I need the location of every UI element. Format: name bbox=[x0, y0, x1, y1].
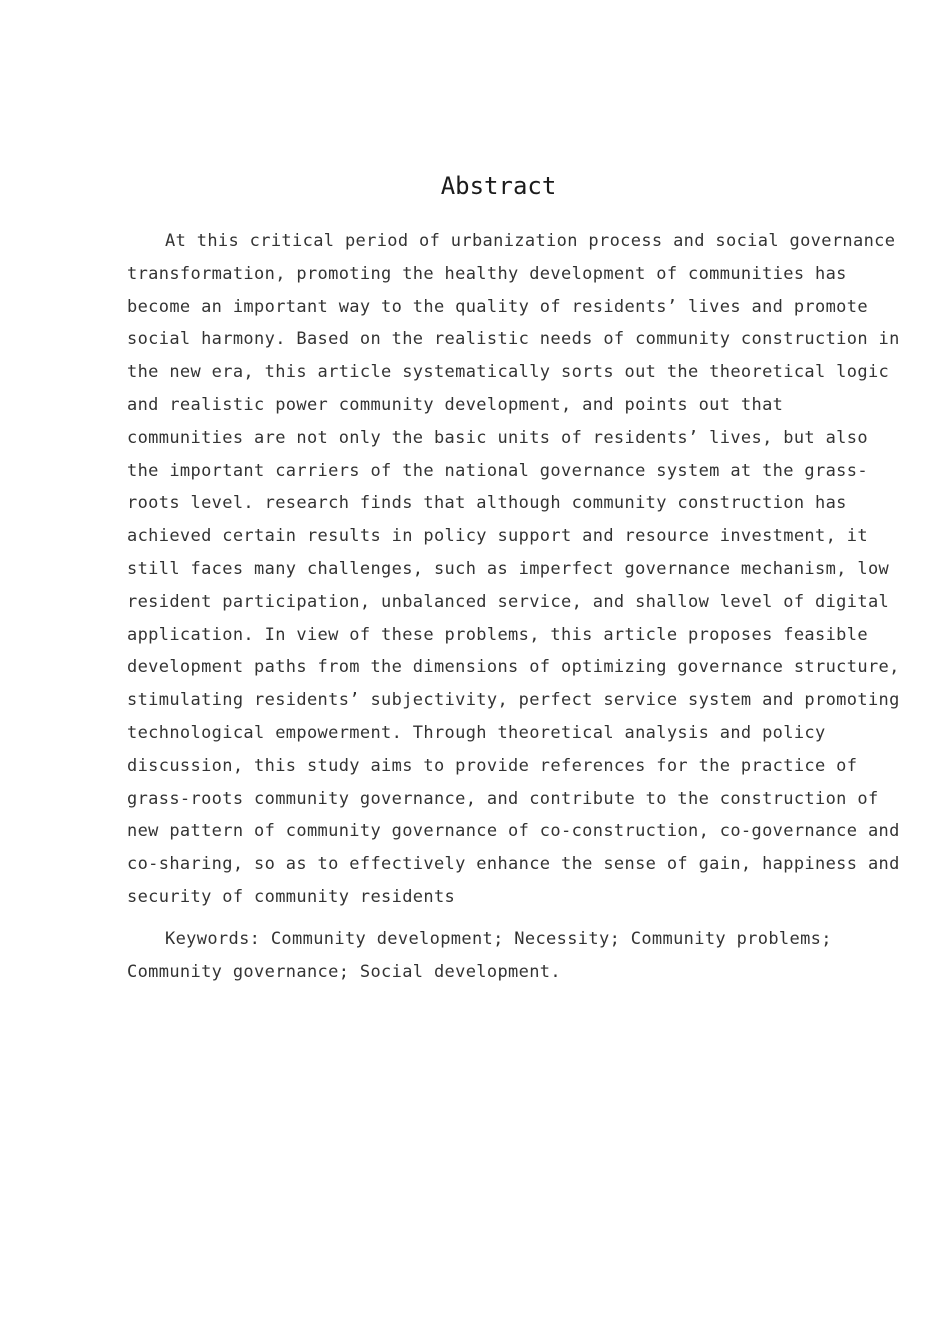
abstract-line: security of community residents bbox=[127, 886, 456, 907]
keywords-line: Keywords: Community development; Necessity; Community problems; bbox=[165, 929, 832, 949]
abstract-line: resident participation, unbalanced service, and shallow level of digital bbox=[127, 591, 890, 612]
abstract-line: technological empowerment. Through theoretical analysis and policy bbox=[127, 722, 826, 743]
abstract-line: the important carriers of the national governance system at the grass- bbox=[127, 460, 868, 481]
abstract-line: transformation, promoting the healthy development of communities has bbox=[127, 263, 847, 284]
abstract-line: stimulating residents’ subjectivity, perfect service system and promoting bbox=[127, 690, 900, 711]
abstract-line: communities are not only the basic units of residents’ lives, but also bbox=[127, 427, 868, 448]
abstract-line: application. In view of these problems, this article proposes feasible bbox=[127, 624, 868, 645]
abstract-paragraph bbox=[127, 225, 900, 914]
abstract-line: roots level. research finds that although community construction has bbox=[127, 493, 847, 514]
abstract-line: the new era, this article systematically sorts out the theoretical logic bbox=[127, 362, 890, 383]
abstract-line: discussion, this study aims to provide references for the practice of bbox=[127, 755, 858, 776]
keywords-paragraph bbox=[127, 923, 847, 989]
abstract-line: achieved certain results in policy support and resource investment, it bbox=[127, 526, 868, 547]
abstract-line: still faces many challenges, such as imperfect governance mechanism, low bbox=[127, 558, 890, 579]
abstract-line: grass-roots community governance, and contribute to the construction of bbox=[127, 788, 879, 809]
keywords-line: Community governance; Social development. bbox=[127, 961, 561, 982]
abstract-line: development paths from the dimensions of optimizing governance structure, bbox=[127, 657, 900, 678]
abstract-line: and realistic power community development, and points out that bbox=[127, 394, 784, 415]
abstract-line: become an important way to the quality of residents’ lives and promote bbox=[127, 296, 868, 317]
abstract-line: social harmony. Based on the realistic needs of community construction in bbox=[127, 329, 900, 350]
abstract-line: At this critical period of urbanization process and social governance bbox=[165, 231, 896, 251]
abstract-line: co-sharing, so as to effectively enhance the sense of gain, happiness and bbox=[127, 854, 900, 875]
page-title: Abstract bbox=[440, 172, 557, 200]
abstract-line: new pattern of community governance of co-construction, co-governance and bbox=[127, 821, 900, 842]
